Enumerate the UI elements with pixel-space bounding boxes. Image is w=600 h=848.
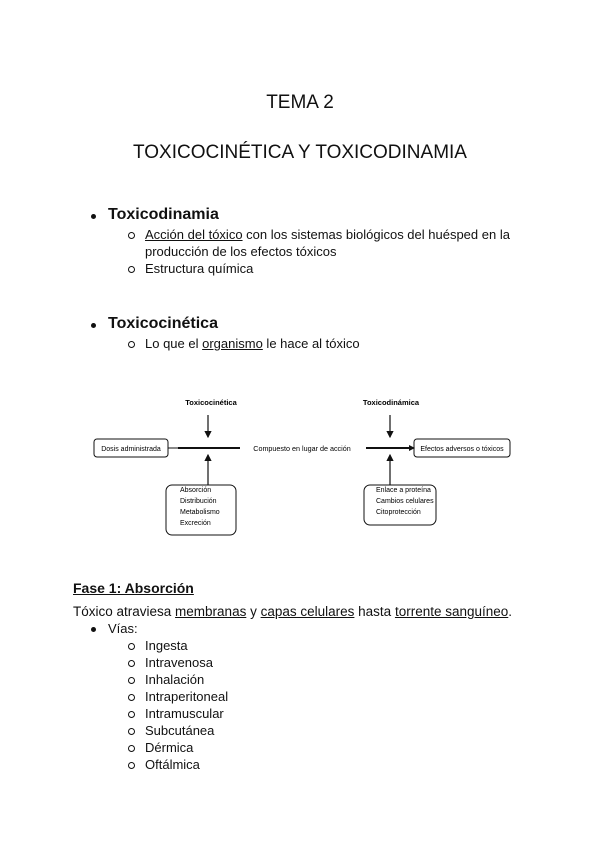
toxicocinetica-item-1 <box>145 335 360 352</box>
page-title: TEMA 2 <box>266 92 334 113</box>
via-label: Ingesta <box>145 638 188 653</box>
via-label: Inhalación <box>145 672 205 687</box>
circle-bullet-icon <box>128 762 135 769</box>
left-list-item: Absorción <box>180 487 212 494</box>
capas-celulares-link[interactable]: capas celulares <box>260 604 355 619</box>
torrente-sanguineo-link[interactable]: torrente sanguíneo <box>394 604 509 619</box>
fase1-description <box>73 603 512 620</box>
via-label: Intramuscular <box>145 706 224 721</box>
bullet-icon <box>91 214 96 219</box>
toxicokinetics-diagram <box>0 385 600 550</box>
right-list-item: Citoprotección <box>376 509 421 516</box>
item-text: le hace al tóxico <box>262 336 360 351</box>
fase1-heading: Fase 1: Absorción <box>73 580 194 596</box>
circle-bullet-icon <box>128 660 135 667</box>
membranas-link[interactable]: membranas <box>175 604 247 619</box>
list-item <box>128 654 228 671</box>
toxicocinetica-heading: Toxicocinética <box>108 315 218 332</box>
toxicodinamia-item-1 <box>145 226 545 260</box>
list-item <box>128 688 228 705</box>
list-item <box>128 705 228 722</box>
via-label: Intravenosa <box>145 655 213 670</box>
desc-text: y <box>246 604 261 619</box>
label-toxicocinetica: Toxicocinética <box>185 398 237 407</box>
left-list-item: Distribución <box>180 498 217 505</box>
left-list-item: Metabolismo <box>180 509 220 516</box>
toxicodinamia-item-2: Estructura química <box>145 261 254 276</box>
circle-bullet-icon <box>128 711 135 718</box>
bullet-icon <box>91 627 96 632</box>
label-toxicodinamica: Toxicodinámica <box>362 398 420 407</box>
circle-bullet-icon <box>128 232 135 239</box>
vias-label: Vías: <box>108 621 138 636</box>
effects-box-label: Efectos adversos o tóxicos <box>420 446 504 453</box>
bullet-icon <box>91 323 96 328</box>
circle-bullet-icon <box>128 694 135 701</box>
toxicodinamia-heading: Toxicodinamia <box>108 206 219 223</box>
circle-bullet-icon <box>128 745 135 752</box>
left-list-item: Excreción <box>180 520 211 527</box>
desc-text: . <box>508 604 513 619</box>
list-item <box>128 739 228 756</box>
accion-del-toxico-link[interactable]: Acción del tóxico <box>145 227 243 242</box>
list-item <box>128 756 228 773</box>
organismo-link[interactable]: organismo <box>202 336 263 351</box>
vias-list <box>128 637 228 773</box>
circle-bullet-icon <box>128 266 135 273</box>
list-item <box>128 637 228 654</box>
list-item <box>128 671 228 688</box>
desc-text: Tóxico atraviesa <box>73 604 176 619</box>
right-list-item: Cambios celulares <box>376 498 434 505</box>
list-item <box>128 722 228 739</box>
page-subtitle: TOXICOCINÉTICA Y TOXICODINAMIA <box>133 142 467 163</box>
circle-bullet-icon <box>128 643 135 650</box>
via-label: Dérmica <box>145 740 194 755</box>
item-text: Lo que el <box>145 336 203 351</box>
middle-label: Compuesto en lugar de acción <box>253 444 351 453</box>
circle-bullet-icon <box>128 728 135 735</box>
right-list-item: Enlace a proteína <box>376 487 431 494</box>
item1-rest-a: con los sistemas biológicos del huésped en la <box>242 227 510 242</box>
dose-box-label: Dosis administrada <box>101 446 161 453</box>
item1-rest-b: producción de los efectos tóxicos <box>145 244 337 259</box>
circle-bullet-icon <box>128 341 135 348</box>
desc-text: hasta <box>354 604 395 619</box>
via-label: Subcutánea <box>145 723 215 738</box>
circle-bullet-icon <box>128 677 135 684</box>
via-label: Oftálmica <box>145 757 200 772</box>
via-label: Intraperitoneal <box>145 689 229 704</box>
